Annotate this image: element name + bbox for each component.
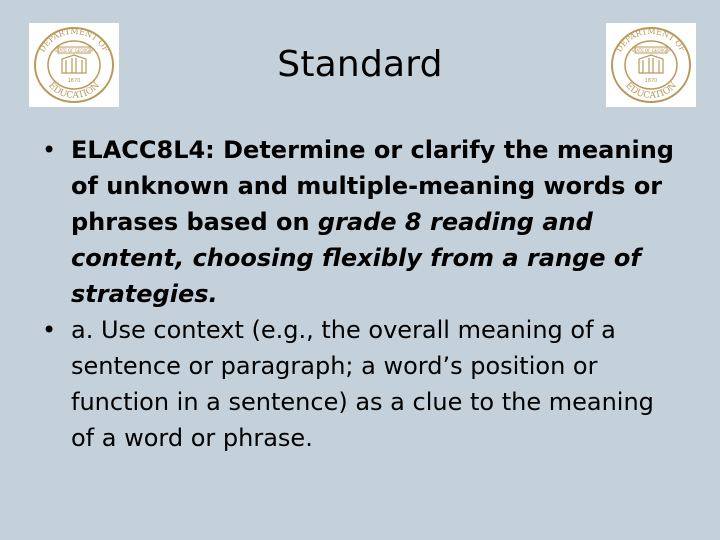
- georgia-doe-seal-icon: [609, 25, 693, 105]
- svg-text:STATE OF GEORGIA: STATE OF GEORGIA: [631, 48, 671, 53]
- seal-right: [606, 23, 696, 107]
- svg-text:DEPARTMENT OF: DEPARTMENT OF: [37, 26, 111, 54]
- bullet-list: [42, 132, 682, 456]
- page-title: Standard: [277, 44, 443, 85]
- svg-text:DEPARTMENT OF: DEPARTMENT OF: [614, 26, 688, 54]
- standard-lead-text: ELACC8L4: Determine or clarify the meaning of unknown and multiple-meaning words or phrases based on: [71, 136, 674, 236]
- bullet-marker: •: [42, 316, 57, 344]
- svg-text:STATE OF GEORGIA: STATE OF GEORGIA: [54, 48, 94, 53]
- svg-text:EDUCATION: EDUCATION: [623, 80, 679, 102]
- standard-emphasis-text: grade 8 reading and content, choosing flexibly from a range of strategies.: [71, 208, 641, 308]
- svg-text:1870: 1870: [644, 78, 658, 84]
- svg-text:EDUCATION: EDUCATION: [46, 80, 102, 102]
- bullet-item-context: [42, 312, 682, 456]
- context-text: a. Use context (e.g., the overall meaning of a sentence or paragraph; a word’s position or function in a sentence) as a clue to the meaning of a word or phrase.: [71, 316, 654, 452]
- bullet-marker: •: [42, 136, 57, 164]
- bullet-item-standard: [42, 132, 682, 312]
- svg-text:1870: 1870: [67, 78, 81, 84]
